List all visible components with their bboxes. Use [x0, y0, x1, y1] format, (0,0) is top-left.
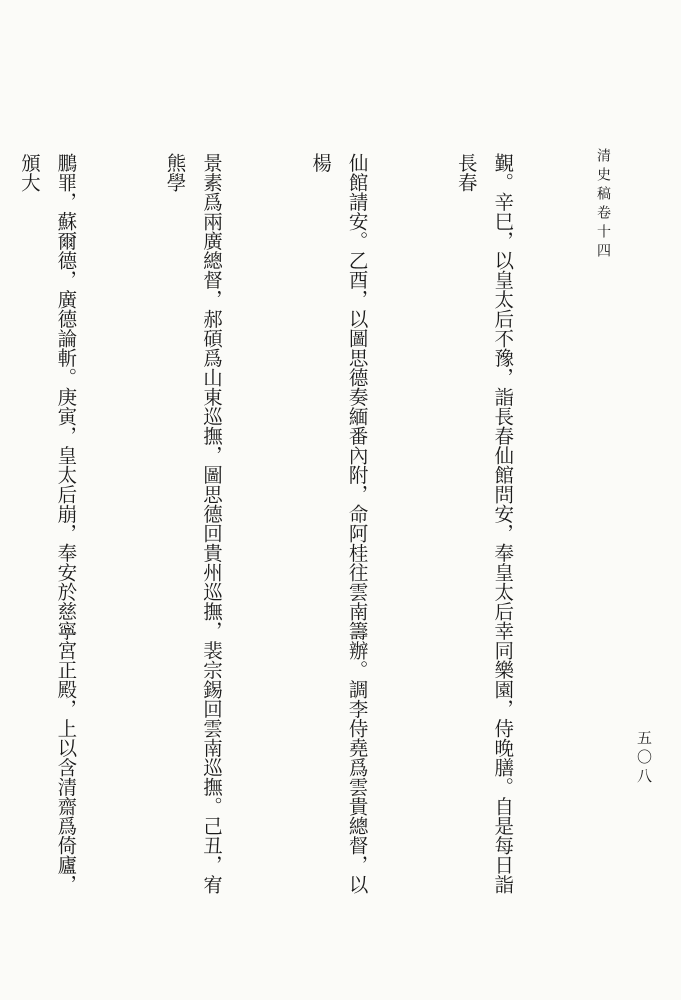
text-column: 仙館請安。乙酉，以圖思德奏緬番內附，命阿桂往雲南籌辦。調李侍堯爲雲貴總督，以楊	[309, 153, 369, 894]
page-number: 五〇八	[635, 730, 653, 787]
text-column: 景素爲兩廣總督，郝碩爲山東巡撫，圖思德回貴州巡撫，裴宗錫回雲南巡撫。己丑，宥熊學	[163, 153, 223, 894]
running-header: 清史稿卷十四	[595, 148, 611, 262]
text-column: 覲。辛巳，以皇太后不豫，詣長春仙館問安，奉皇太后幸同樂園，侍晚膳。自是每日詣長春	[454, 153, 515, 894]
body-text	[0, 153, 593, 913]
text-column: 鵬罪，蘇爾德，廣德論斬。庚寅，皇太后崩，奉安於慈寧宮正殿，上以含清齋爲倚廬，頒大	[17, 153, 78, 894]
